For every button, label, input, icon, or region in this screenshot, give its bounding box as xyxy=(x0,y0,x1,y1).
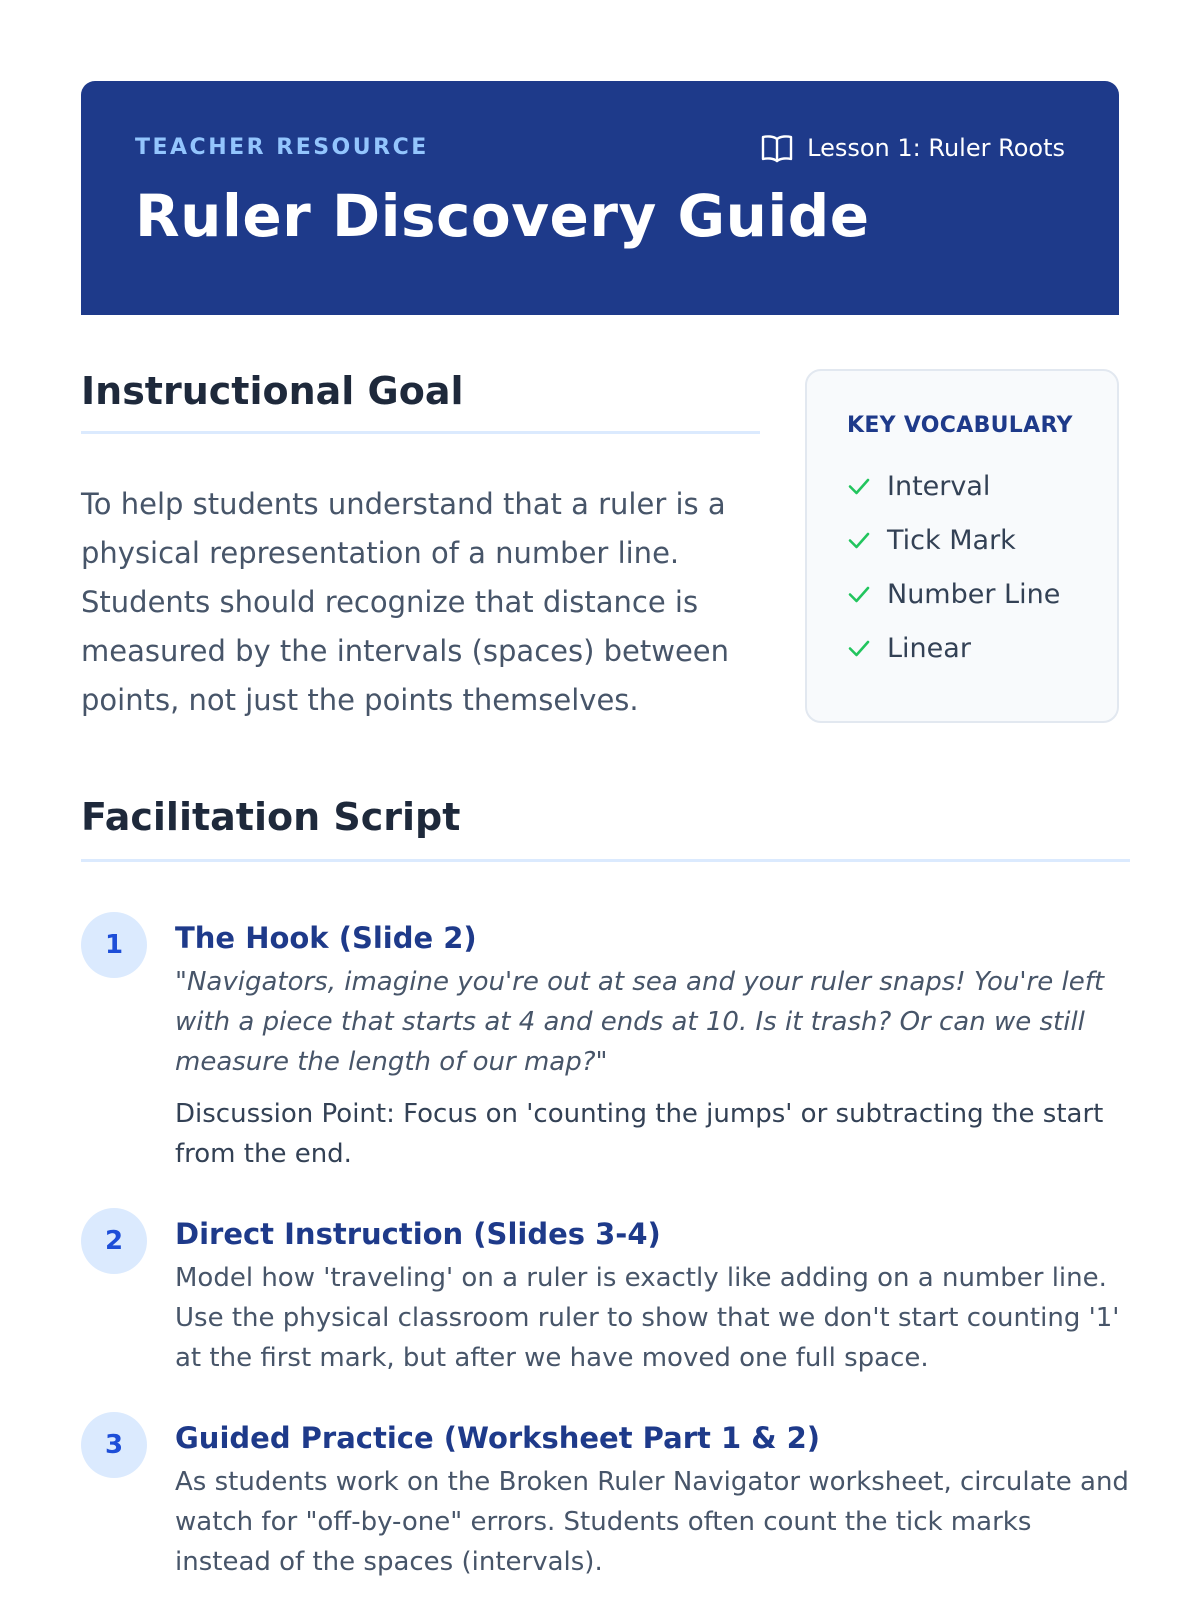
vocab-item xyxy=(847,567,1117,621)
step-number-badge: 2 xyxy=(81,1208,147,1274)
lesson-label xyxy=(761,133,1065,163)
step-quote: "Navigators, imagine you're out at sea and your ruler snaps! You're left with a piece that starts at 4 and ends at 10. Is it trash? Or can we still measure the length of our map?" xyxy=(175,967,1105,1077)
check-icon xyxy=(847,528,871,552)
goal-divider xyxy=(81,431,760,434)
key-vocabulary-card xyxy=(805,369,1119,723)
check-icon xyxy=(847,582,871,606)
facilitation-heading: Facilitation Script xyxy=(81,795,461,839)
check-icon xyxy=(847,474,871,498)
vocab-term: Linear xyxy=(887,632,971,664)
goal-text: To help students understand that a ruler is a physical representation of a number line. Students should recognize that distance is measured by the intervals (spaces) between points, not just the points themselves. xyxy=(81,487,730,717)
check-icon xyxy=(847,636,871,660)
vocab-item xyxy=(847,459,1117,513)
goal-and-vocab xyxy=(81,315,1119,735)
book-open-icon xyxy=(761,133,793,163)
step-item xyxy=(81,1214,1130,1378)
facilitation-script-section xyxy=(81,795,1130,1582)
vocab-item xyxy=(847,513,1117,567)
lesson-label-text: Lesson 1: Ruler Roots xyxy=(807,134,1065,162)
step-item xyxy=(81,918,1130,1174)
instructional-goal-section xyxy=(81,369,760,725)
step-number-badge: 1 xyxy=(81,912,147,978)
step-title: Guided Practice (Worksheet Part 1 & 2) xyxy=(175,1421,821,1455)
step-list xyxy=(81,918,1130,1582)
step-number-badge: 3 xyxy=(81,1412,147,1478)
resource-eyebrow: TEACHER RESOURCE xyxy=(135,135,429,160)
vocab-term: Tick Mark xyxy=(887,524,1016,556)
vocab-heading: KEY VOCABULARY xyxy=(847,413,1073,438)
step-text: Discussion Point: Focus on 'counting the jumps' or subtracting the start from the end. xyxy=(175,1099,1104,1169)
header-banner xyxy=(81,81,1119,315)
step-text: Model how 'traveling' on a ruler is exactly like adding on a number line. Use the physical classroom ruler to show that we don't start counting '1' at the first mark, but after we have moved one full space. xyxy=(175,1263,1120,1373)
step-item xyxy=(81,1418,1130,1582)
step-text: As students work on the Broken Ruler Navigator worksheet, circulate and watch for "off-by-one" errors. Students often count the tick marks instead of the spaces (intervals). xyxy=(175,1467,1129,1577)
vocab-term: Interval xyxy=(887,470,991,502)
step-title: Direct Instruction (Slides 3-4) xyxy=(175,1217,661,1251)
goal-heading: Instructional Goal xyxy=(81,369,464,413)
vocab-list xyxy=(847,459,1117,675)
page-title: Ruler Discovery Guide xyxy=(135,182,870,250)
vocab-term: Number Line xyxy=(887,578,1061,610)
step-title: The Hook (Slide 2) xyxy=(175,921,477,955)
vocab-item xyxy=(847,621,1117,675)
facilitation-divider xyxy=(81,859,1130,862)
